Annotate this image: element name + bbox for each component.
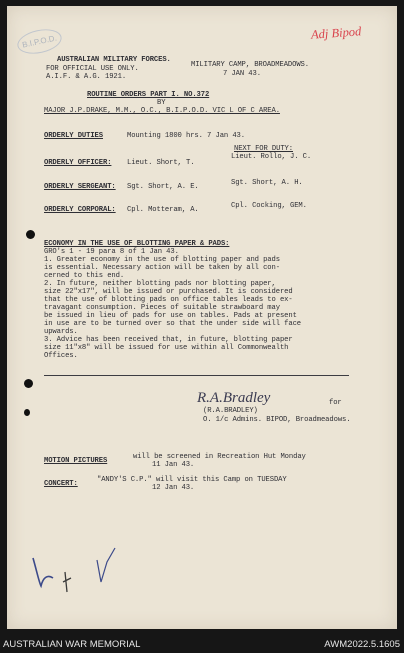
motion-pictures-date: 11 Jan 43.: [152, 461, 195, 469]
body-line: upwards.: [44, 328, 78, 336]
punch-hole: [24, 379, 33, 388]
orderly-sergeant-next: Sgt. Short, A. H.: [231, 179, 303, 187]
body-line: be issued in lieu of pads for use on tables. Pads at present: [44, 312, 297, 320]
footer-institution: AUSTRALIAN WAR MEMORIAL: [3, 639, 141, 650]
aif-reference: A.I.F. & A.G. 1921.: [46, 73, 127, 81]
handwritten-initials: [27, 542, 137, 602]
signature: R.A.Bradley: [197, 390, 271, 406]
motion-pictures-label: MOTION PICTURES: [44, 457, 108, 465]
body-line: 3. Advice has been received that, in future, blotting paper: [44, 336, 293, 344]
orderly-corporal-value: Cpl. Motteram, A.: [127, 206, 199, 214]
concert-date: 12 Jan 43.: [152, 484, 195, 492]
signer-name: (R.A.BRADLEY): [203, 407, 258, 415]
orderly-officer-next: Lieut. Rollo, J. C.: [231, 153, 312, 161]
officer-line: MAJOR J.P.DRAKE, M.M., O.C., B.I.P.O.D. VIC L OF C AREA.: [44, 107, 280, 115]
camp-name: MILITARY CAMP, BROADMEADOWS.: [191, 61, 309, 69]
bipod-stamp: B.I.P.O.D.: [15, 26, 64, 58]
concert-label: CONCERT:: [44, 480, 78, 488]
footer-accession-number: AWM2022.5.1605: [324, 639, 400, 650]
body-line: size 11"x8" will be issued for use within all Commonwealth: [44, 344, 289, 352]
punch-hole: [26, 230, 35, 239]
document-page: [7, 6, 397, 629]
body-line: is essential. Necessary action will be taken by all con-: [44, 264, 280, 272]
signer-suffix: for: [329, 399, 342, 407]
body-line: 2. In future, neither blotting pads nor blotting paper,: [44, 280, 276, 288]
handwritten-tag: Adj Bipod: [310, 24, 362, 42]
heading: AUSTRALIAN MILITARY FORCES.: [57, 56, 171, 64]
motion-pictures-text: will be screened in Recreation Hut Monday: [133, 453, 306, 461]
orderly-sergeant-value: Sgt. Short, A. E.: [127, 183, 199, 191]
economy-heading: ECONOMY IN THE USE OF BLOTTING PAPER & PADS:: [44, 240, 230, 248]
orderly-officer-value: Lieut. Short, T.: [127, 159, 195, 167]
orderly-duties-label: ORDERLY DUTIES: [44, 132, 103, 140]
signer-title: O. 1/c Admins. BIPOD, Broadmeadows.: [203, 416, 351, 424]
body-line: Offices.: [44, 352, 78, 360]
orderly-corporal-next: Cpl. Cocking, GEM.: [231, 202, 307, 210]
orderly-sergeant-label: ORDERLY SERGEANT:: [44, 183, 116, 191]
section-divider: [44, 375, 349, 376]
body-line: that the use of blotting pads on office tables leads to ex-: [44, 296, 293, 304]
punch-hole: [24, 409, 30, 416]
by-line: BY: [157, 99, 166, 107]
official-use-line: FOR OFFICIAL USE ONLY.: [46, 65, 139, 73]
body-line: cerned to this end.: [44, 272, 125, 280]
order-date: 7 JAN 43.: [223, 70, 261, 78]
concert-text: "ANDY'S C.P." will visit this Camp on TUESDAY: [97, 476, 287, 484]
orderly-corporal-label: ORDERLY CORPORAL:: [44, 206, 116, 214]
body-line: size 22"x17", will be issued or purchased. It is considered: [44, 288, 293, 296]
body-line: GRO's 1 - 19 para 8 of 1 Jan 43.: [44, 248, 179, 256]
body-line: 1. Greater economy in the use of blotting paper and pads: [44, 256, 280, 264]
body-line: in use are to be turned over so that the under side will face: [44, 320, 302, 328]
routine-orders-title: ROUTINE ORDERS PART I. NO.372: [87, 91, 210, 99]
body-line: travagant consumption. Pieces of suitable strawboard may: [44, 304, 280, 312]
next-for-duty-header: NEXT FOR DUTY:: [234, 145, 293, 153]
orderly-duties-value: Mounting 1800 hrs. 7 Jan 43.: [127, 132, 245, 140]
orderly-officer-label: ORDERLY OFFICER:: [44, 159, 112, 167]
